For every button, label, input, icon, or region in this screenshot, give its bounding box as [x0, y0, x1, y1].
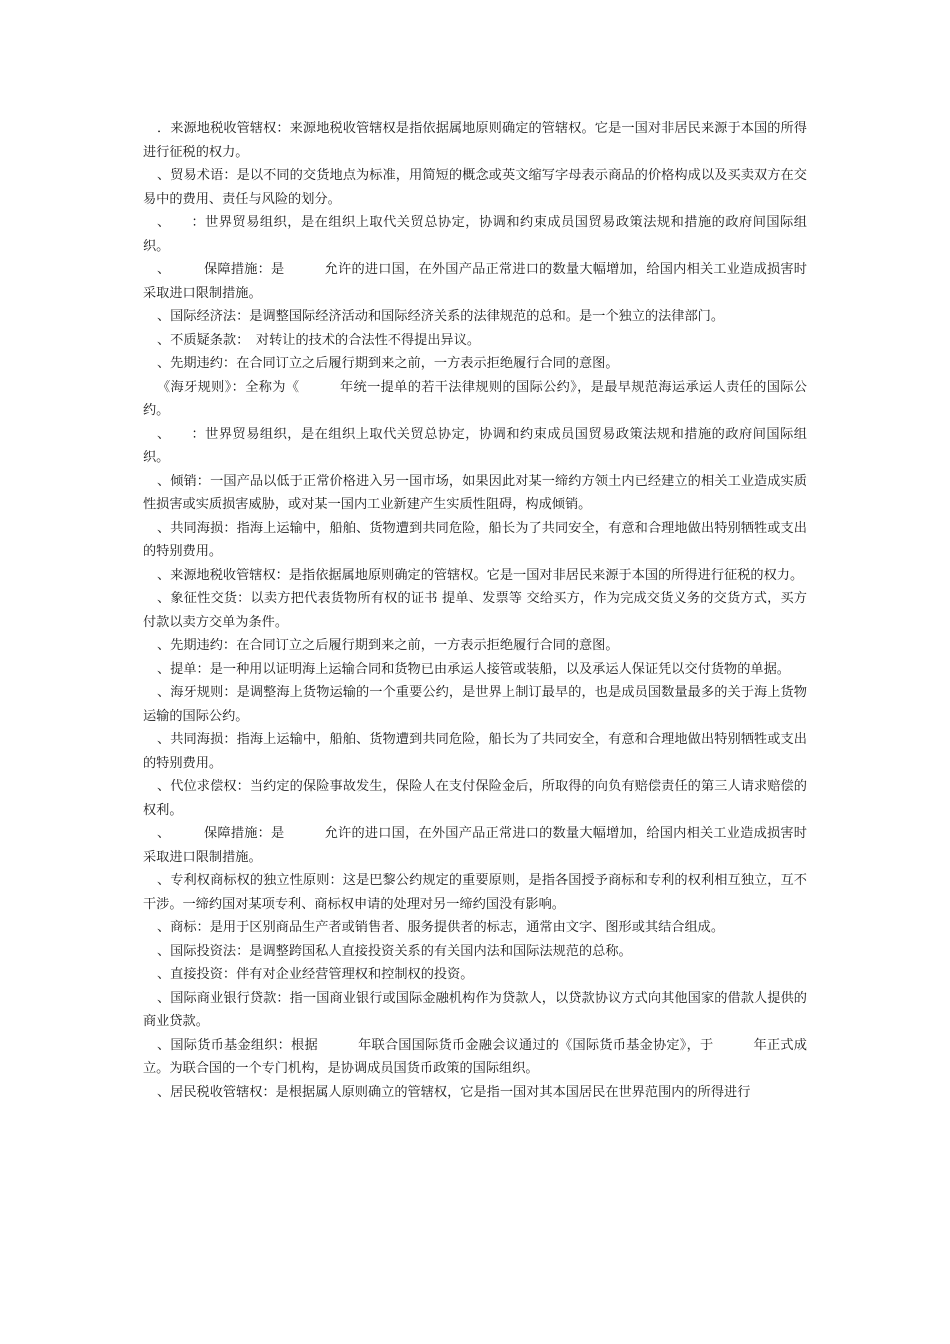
definition-paragraph: 、贸易术语：是以不同的交货地点为标准，用简短的概念或英文缩写字母表示商品的价格构成以及买卖双方在交易中的费用、责任与风险的划分。 [143, 168, 807, 207]
definition-paragraph: 、国际投资法：是调整跨国私人直接投资关系的有关国内法和国际法规范的总称。 [157, 943, 632, 959]
definition-paragraph: 、 ：世界贸易组织，是在组织上取代关贸总协定，协调和约束成员国贸易政策法规和措施的政府间国际组织。 [143, 215, 807, 254]
definition-paragraph: 、不质疑条款： 对转让的技术的合法性不得提出异议。 [157, 332, 481, 348]
definition-paragraph: 、国际商业银行贷款：指一国商业银行或国际金融机构作为贷款人，以贷款协议方式向其他国家的借款人提供的商业贷款。 [143, 990, 807, 1029]
definition-paragraph: 、先期违约：在合同订立之后履行期到来之前，一方表示拒绝履行合同的意图。 [157, 638, 619, 653]
definition-paragraph: ．来源地税收管辖权：来源地税收管辖权是指依据属地原则确定的管辖权。它是一国对非居民来源于本国的所得进行征税的权力。 [143, 121, 807, 160]
document-body [143, 117, 807, 1104]
definition-paragraph: 《海牙规则》：全称为《 年统一提单的若干法律规则的国际公约》，是最早规范海运承运人责任的国际公约。 [143, 379, 807, 418]
definition-paragraph: 、居民税收管辖权：是根据属人原则确立的管辖权，它是指一国对其本国居民在世界范围内的所得进行 [157, 1084, 751, 1100]
definition-paragraph: 、 保障措施：是 允许的进口国，在外国产品正常进口的数量大幅增加，给国内相关工业造成损害时采取进口限制措施。 [143, 826, 807, 865]
definition-paragraph: 、来源地税收管辖权：是指依据属地原则确定的管辖权。它是一国对非居民来源于本国的所得进行征税的权力。 [157, 567, 804, 583]
definition-paragraph: 、 ：世界贸易组织，是在组织上取代关贸总协定，协调和约束成员国贸易政策法规和措施的政府间国际组织。 [143, 426, 807, 465]
definition-paragraph: 、象征性交货：以卖方把代表货物所有权的证书 提单、发票等 交给买方，作为完成交货义务的交货方式，买方付款以卖方交单为条件。 [143, 591, 807, 630]
definition-paragraph: 、代位求偿权：当约定的保险事故发生，保险人在支付保险金后，所取得的向负有赔偿责任的第三人请求赔偿的权利。 [143, 779, 807, 818]
definition-paragraph: 、共同海损：指海上运输中，船舶、货物遭到共同危险，船长为了共同安全，有意和合理地做出特别牺牲或支出的特别费用。 [143, 520, 807, 559]
definition-paragraph: 、国际货币基金组织：根据 年联合国国际货币金融会议通过的《国际货币基金协定》，于 年正式成立。为联合国的一个专门机构，是协调成员国货币政策的国际组织。 [143, 1037, 807, 1076]
definition-paragraph: 、海牙规则：是调整海上货物运输的一个重要公约，是世界上制订最早的，也是成员国数量最多的关于海上货物运输的国际公约。 [143, 685, 807, 724]
definition-paragraph: 、倾销：一国产品以低于正常价格进入另一国市场，如果因此对某一缔约方领土内已经建立的相关工业造成实质性损害或实质损害威胁，或对某一国内工业新建产生实质性阻碍，构成倾销。 [143, 473, 807, 512]
definition-paragraph: 、先期违约：在合同订立之后履行期到来之前，一方表示拒绝履行合同的意图。 [157, 356, 619, 371]
definition-paragraph: 、商标：是用于区别商品生产者或销售者、服务提供者的标志，通常由文字、图形或其结合组成。 [157, 920, 725, 935]
definition-paragraph: 、 保障措施：是 允许的进口国，在外国产品正常进口的数量大幅增加，给国内相关工业造成损害时采取进口限制措施。 [143, 262, 807, 301]
definition-paragraph: 、直接投资：伴有对企业经营管理权和控制权的投资。 [157, 967, 474, 982]
definition-paragraph: 、专利权商标权的独立性原则：这是巴黎公约规定的重要原则，是指各国授予商标和专利的权利相互独立，互不干涉。一缔约国对某项专利、商标权申请的处理对另一缔约国没有影响。 [143, 873, 807, 912]
definition-paragraph: 、共同海损：指海上运输中，船舶、货物遭到共同危险，船长为了共同安全，有意和合理地做出特别牺牲或支出的特别费用。 [143, 732, 807, 771]
definition-paragraph: 、提单：是一种用以证明海上运输合同和货物已由承运人接管或装船，以及承运人保证凭以交付货物的单据。 [157, 661, 790, 677]
definition-paragraph: 、国际经济法：是调整国际经济活动和国际经济关系的法律规范的总和。是一个独立的法律部门。 [157, 309, 725, 324]
